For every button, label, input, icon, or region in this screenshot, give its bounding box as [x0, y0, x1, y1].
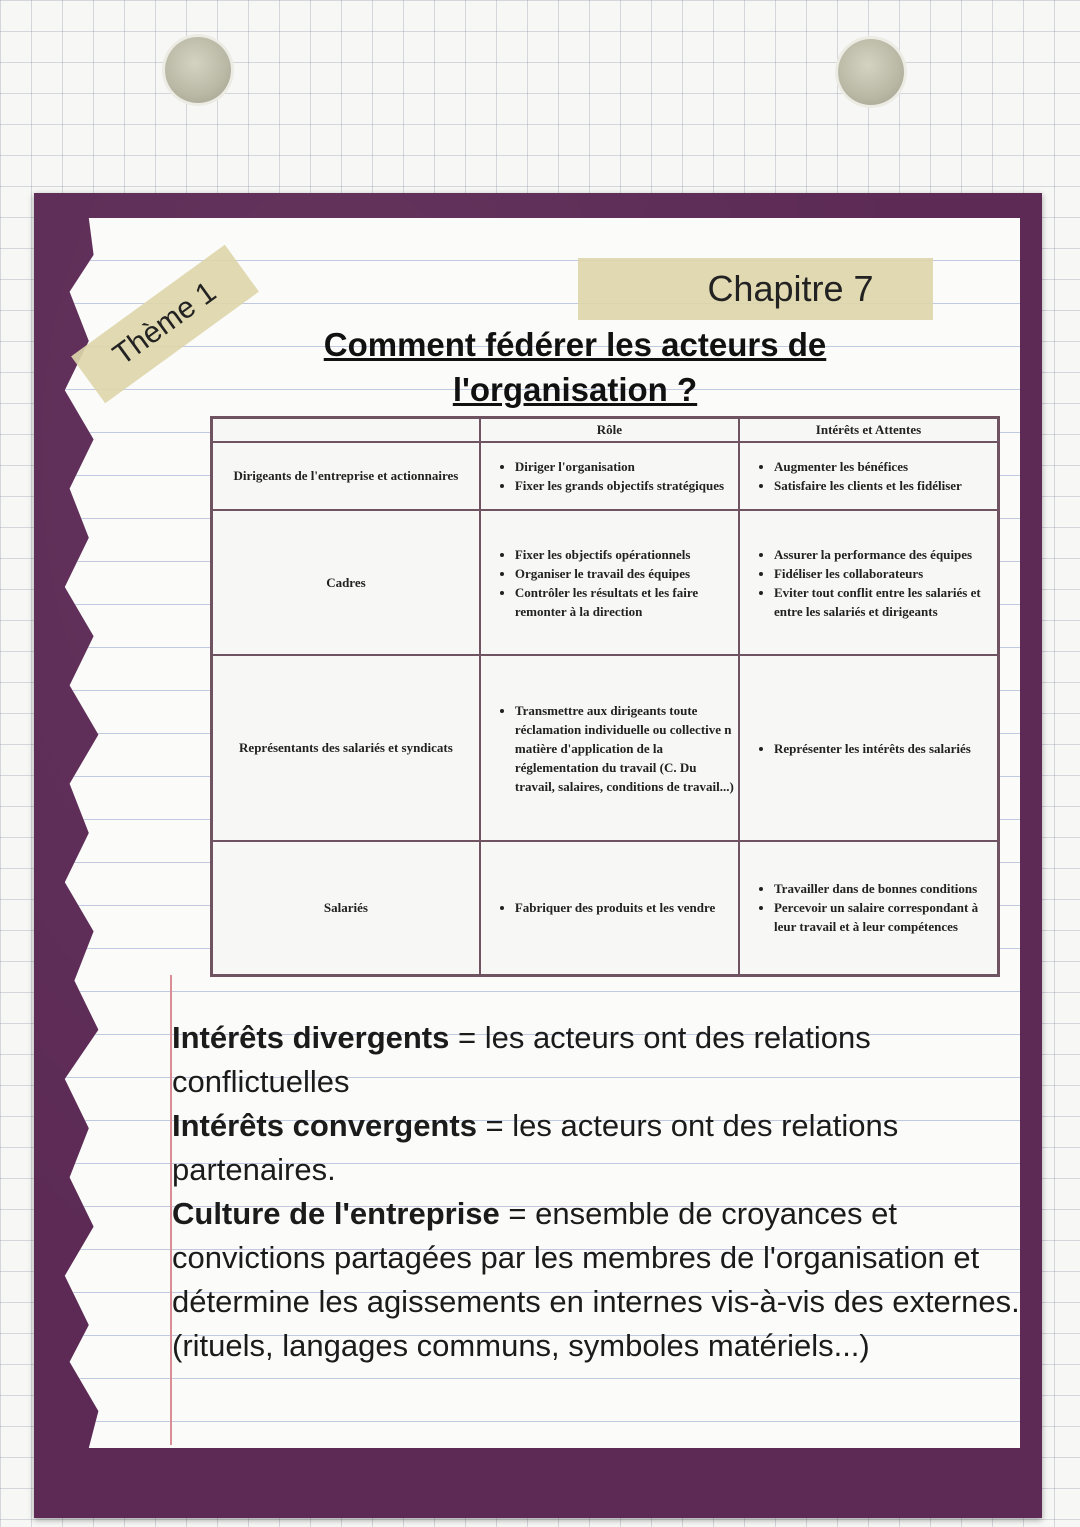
- role-item: • Contrôler les résultats et les faire remonter à la direction: [515, 583, 734, 621]
- role-item: • Fabriquer des produits et les vendre: [515, 898, 734, 917]
- interest-item: • Percevoir un salaire correspondant à leur travail et à leur compétences: [774, 898, 993, 936]
- table-header-role: Rôle: [480, 418, 739, 443]
- interests-cell: [739, 841, 999, 975]
- page-title: [230, 322, 920, 412]
- title-line-2: l'organisation ?: [452, 371, 698, 408]
- actor-cell: Salariés: [212, 841, 480, 975]
- table-row: [212, 510, 999, 655]
- interest-item: • Assurer la performance des équipes: [774, 545, 993, 564]
- actor-cell: Cadres: [212, 510, 480, 655]
- role-cell: [480, 841, 739, 975]
- definition-text: = les acteurs ont des relations conflictuelles: [172, 1020, 871, 1099]
- interests-cell: [739, 442, 999, 510]
- interest-item: • Augmenter les bénéfices: [774, 457, 993, 476]
- interests-cell: [739, 655, 999, 841]
- definition-text: = ensemble de croyances et convictions partagées par les membres de l'organisation et détermine les agissements en internes vis-à-vis des externes. (rituels, langages communs, symboles matériels...): [172, 1196, 1020, 1363]
- interest-item: • Fidéliser les collaborateurs: [774, 564, 993, 583]
- term-culture: Culture de l'entreprise: [172, 1196, 500, 1231]
- role-cell: [480, 442, 739, 510]
- definition-culture: [172, 1192, 1032, 1368]
- role-item: • Transmettre aux dirigeants toute réclamation individuelle ou collective n matière d'application de la réglementation du travail (C. Du travail, salaires, conditions de travail...): [515, 701, 734, 796]
- actor-cell: Dirigeants de l'entreprise et actionnaires: [212, 442, 480, 510]
- table-row: [212, 841, 999, 975]
- role-item: • Diriger l'organisation: [515, 457, 734, 476]
- table-header-row: [212, 418, 999, 443]
- term-divergent: Intérêts divergents: [172, 1020, 450, 1055]
- interest-item: • Représenter les intérêts des salariés: [774, 739, 993, 758]
- role-item: • Fixer les objectifs opérationnels: [515, 545, 734, 564]
- title-line-1: Comment fédérer les acteurs de: [323, 326, 827, 363]
- role-cell: [480, 655, 739, 841]
- chapter-tape-label: [578, 258, 933, 320]
- actor-cell: Représentants des salariés et syndicats: [212, 655, 480, 841]
- definition-divergent: [172, 1016, 1032, 1104]
- definition-convergent: [172, 1104, 1032, 1192]
- definitions-notes: [172, 1016, 1032, 1368]
- definition-text: = les acteurs ont des relations partenaires.: [172, 1108, 899, 1187]
- interest-item: • Satisfaire les clients et les fidéliser: [774, 476, 993, 495]
- role-item: • Fixer les grands objectifs stratégiques: [515, 476, 734, 495]
- term-convergent: Intérêts convergents: [172, 1108, 477, 1143]
- table-header-actor: [212, 418, 480, 443]
- binder-hole-right: [838, 39, 904, 105]
- role-cell: [480, 510, 739, 655]
- table-header-interests: Intérêts et Attentes: [739, 418, 999, 443]
- theme-label: Thème 1: [107, 275, 223, 372]
- binder-hole-left: [165, 37, 231, 103]
- table-row: [212, 442, 999, 510]
- actors-table: [210, 416, 1000, 977]
- interest-item: • Travailler dans de bonnes conditions: [774, 879, 993, 898]
- interests-cell: [739, 510, 999, 655]
- table-row: [212, 655, 999, 841]
- role-item: • Organiser le travail des équipes: [515, 564, 734, 583]
- interest-item: • Eviter tout conflit entre les salariés et entre les salariés et dirigeants: [774, 583, 993, 621]
- chapter-label: Chapitre 7: [707, 268, 874, 309]
